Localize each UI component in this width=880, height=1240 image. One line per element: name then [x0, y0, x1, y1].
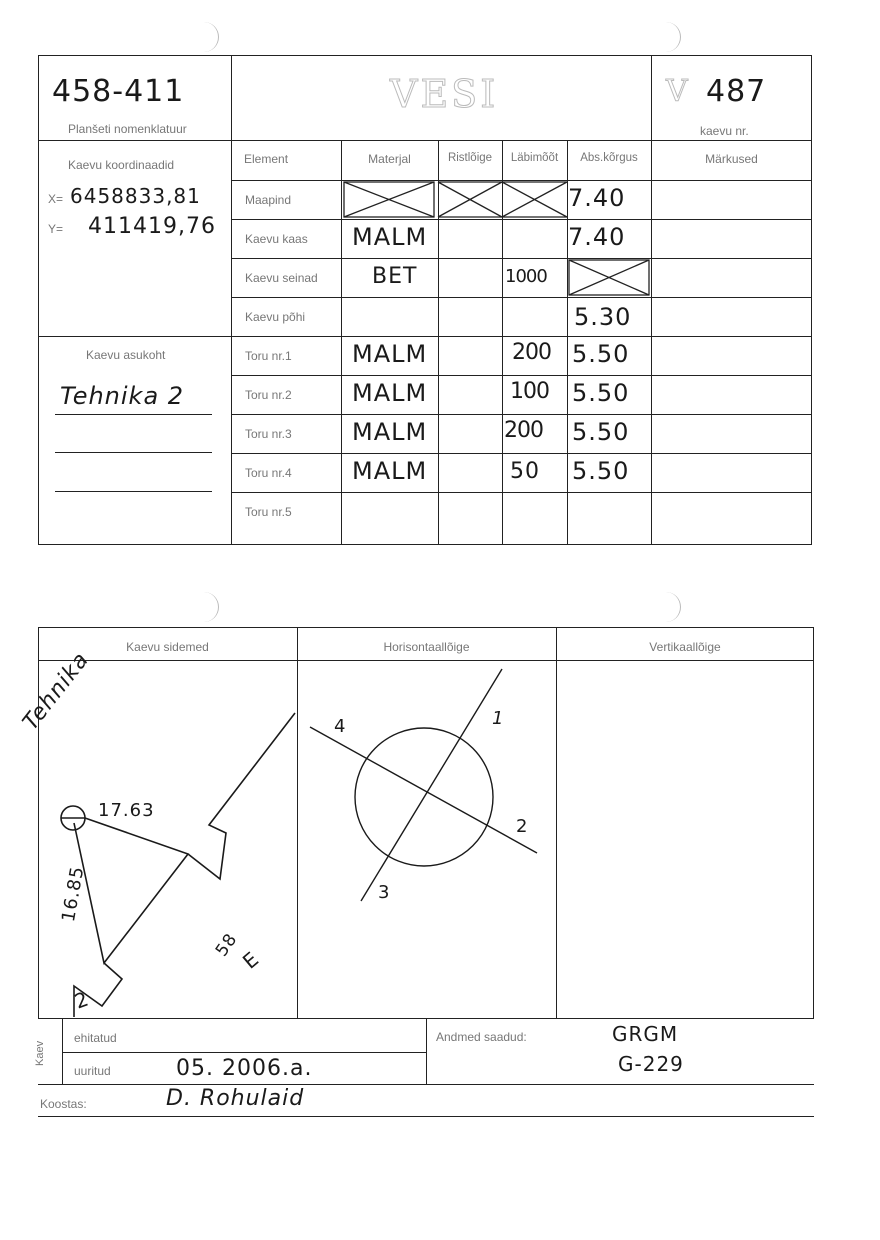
horizontal-section-label: Horisontaallõige	[383, 640, 470, 654]
pipe-label: 4	[334, 716, 347, 737]
links-label: Kaevu sidemed	[126, 640, 209, 654]
crossed-out-cells	[0, 0, 880, 560]
row-element: Kaevu põhi	[245, 310, 306, 324]
surveyed-label: uuritud	[74, 1064, 111, 1078]
compiled-by-label: Koostas:	[40, 1097, 87, 1111]
well-number-value: 487	[706, 74, 767, 109]
row-element: Maapind	[245, 193, 292, 207]
data-source-value: GRGM	[612, 1022, 679, 1046]
row-abs-height: 5.50	[572, 340, 630, 368]
row-material: MALM	[352, 340, 428, 368]
x-label: X=	[48, 192, 64, 206]
well-number-prefix: V	[666, 74, 691, 109]
row-abs-height: 5.30	[574, 303, 632, 331]
x-coordinate-value: 6458833,81	[70, 184, 201, 208]
divider	[426, 1019, 427, 1084]
building-number: 2	[71, 986, 93, 1014]
row-abs-height: 7.40	[568, 184, 626, 212]
row-element: Toru nr.2	[245, 388, 292, 402]
divider	[556, 627, 557, 1019]
built-label: ehitatud	[74, 1031, 117, 1045]
row-element: Toru nr.5	[245, 505, 292, 519]
header-element: Element	[244, 152, 289, 166]
row-material: MALM	[352, 418, 428, 446]
data-source-label: Andmed saadud:	[436, 1030, 527, 1044]
header-abs-height: Abs.kõrgus	[580, 152, 638, 164]
row-diameter: 200	[504, 418, 543, 443]
divider	[62, 1052, 426, 1053]
row-diameter: 100	[510, 379, 549, 404]
row-diameter: 200	[512, 340, 551, 365]
row-element: Toru nr.4	[245, 466, 292, 480]
well-number-label: kaevu nr.	[700, 124, 749, 138]
house-letter: E	[237, 946, 264, 974]
location-label: Kaevu asukoht	[86, 348, 166, 362]
distance-label: 17.63	[98, 800, 155, 821]
horizontal-section-drawing	[298, 661, 555, 1018]
divider	[38, 1084, 814, 1085]
coordinates-label: Kaevu koordinaadid	[68, 158, 175, 172]
house-number: 58	[211, 929, 242, 961]
street-name-label: Tehnika	[18, 647, 95, 735]
row-element: Toru nr.3	[245, 427, 292, 441]
row-element: Kaevu kaas	[245, 232, 308, 246]
row-material: MALM	[352, 379, 428, 407]
well-side-label: Kaev	[34, 1040, 46, 1066]
pipe-label: 3	[378, 882, 391, 903]
header-cross-section: Ristlõige	[447, 152, 493, 164]
header-notes: Märkused	[705, 152, 758, 166]
row-diameter: 50	[510, 459, 540, 484]
pipe-label: 2	[516, 816, 529, 837]
row-material: MALM	[352, 457, 428, 485]
header-material: Materjal	[368, 152, 411, 166]
divider	[38, 1116, 814, 1117]
data-source-value: G-229	[618, 1052, 684, 1076]
plan-sheet-label: Planšeti nomenklatuur	[68, 122, 187, 136]
row-abs-height: 5.50	[572, 457, 630, 485]
row-abs-height: 7.40	[568, 223, 626, 251]
binder-ring-mark	[198, 592, 219, 622]
compiler-signature: D. Rohulaid	[166, 1086, 305, 1111]
row-material: BET	[372, 264, 418, 289]
location-value: Tehnika 2	[60, 382, 185, 410]
binder-ring-mark	[660, 592, 681, 622]
row-abs-height: 5.50	[572, 418, 630, 446]
plan-sheet-value: 458-411	[52, 74, 185, 109]
y-coordinate-value: 411419,76	[88, 214, 216, 239]
distance-label: 16.85	[58, 864, 89, 924]
page-title: VESI	[390, 72, 499, 116]
row-element: Toru nr.1	[245, 349, 292, 363]
vertical-section-label: Vertikaallõige	[649, 640, 721, 654]
surveyed-date: 05. 2006.a.	[176, 1056, 313, 1081]
row-diameter: 1000	[505, 266, 547, 287]
row-material: MALM	[352, 223, 428, 251]
y-label: Y=	[48, 222, 64, 236]
header-diameter: Läbimõõt	[510, 152, 559, 164]
row-element: Kaevu seinad	[245, 271, 318, 285]
pipe-label: 1	[492, 708, 505, 729]
row-abs-height: 5.50	[572, 379, 630, 407]
